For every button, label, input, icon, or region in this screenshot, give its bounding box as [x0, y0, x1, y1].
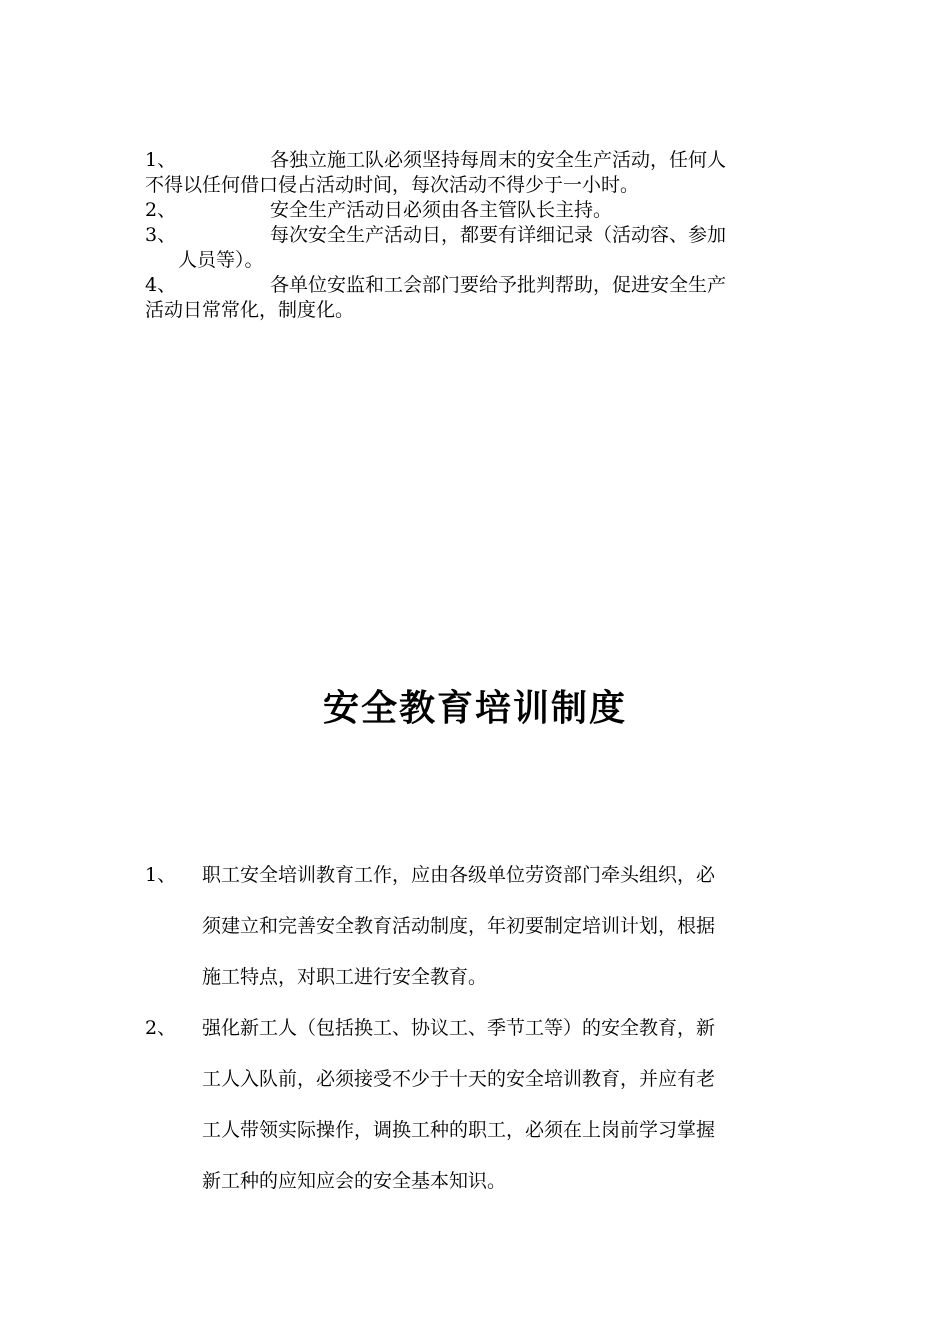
item-text: 各独立施工队必须坚持每周末的安全生产活动，任何人	[270, 149, 727, 171]
list-item	[145, 273, 807, 323]
item-line: 强化新工人（包括换工、协议工、季节工等）的安全教育，新	[202, 1017, 716, 1039]
item-number: 2、	[145, 199, 177, 221]
item-line: 工人带领实际操作，调换工种的职工，必须在上岗前学习掌握	[202, 1119, 716, 1141]
item-text-continued: 人员等）。	[178, 249, 264, 271]
list-item	[145, 223, 807, 273]
training-rules-list	[145, 850, 807, 1207]
item-number: 2、	[145, 1017, 177, 1039]
item-number: 1、	[145, 149, 177, 171]
list-item	[145, 198, 807, 223]
page-title: 安全教育培训制度	[322, 687, 627, 729]
item-number: 1、	[145, 864, 177, 886]
item-text: 各单位安监和工会部门要给予批判帮助，促进安全生产	[270, 274, 727, 296]
item-line: 职工安全培训教育工作，应由各级单位劳资部门牵头组织，必	[202, 864, 716, 886]
list-item	[145, 850, 807, 1003]
item-line: 施工特点，对职工进行安全教育。	[202, 966, 488, 988]
item-line: 工人入队前，必须接受不少于十天的安全培训教育，并应有老	[202, 1068, 716, 1090]
item-text: 安全生产活动日必须由各主管队长主持。	[270, 199, 613, 221]
item-number: 4、	[145, 274, 177, 296]
list-item	[145, 148, 807, 198]
list-item	[145, 1003, 807, 1207]
item-text-continued: 活动日常常化，制度化。	[145, 299, 355, 321]
item-line: 须建立和完善安全教育活动制度，年初要制定培训计划，根据	[202, 915, 716, 937]
item-number: 3、	[145, 224, 177, 246]
activity-rules-list	[145, 148, 807, 323]
item-line: 新工种的应知应会的安全基本知识。	[202, 1170, 507, 1192]
item-text-continued: 不得以任何借口侵占活动时间，每次活动不得少于一小时。	[145, 174, 640, 196]
item-text: 每次安全生产活动日，都要有详细记录（活动容、参加	[270, 224, 727, 246]
